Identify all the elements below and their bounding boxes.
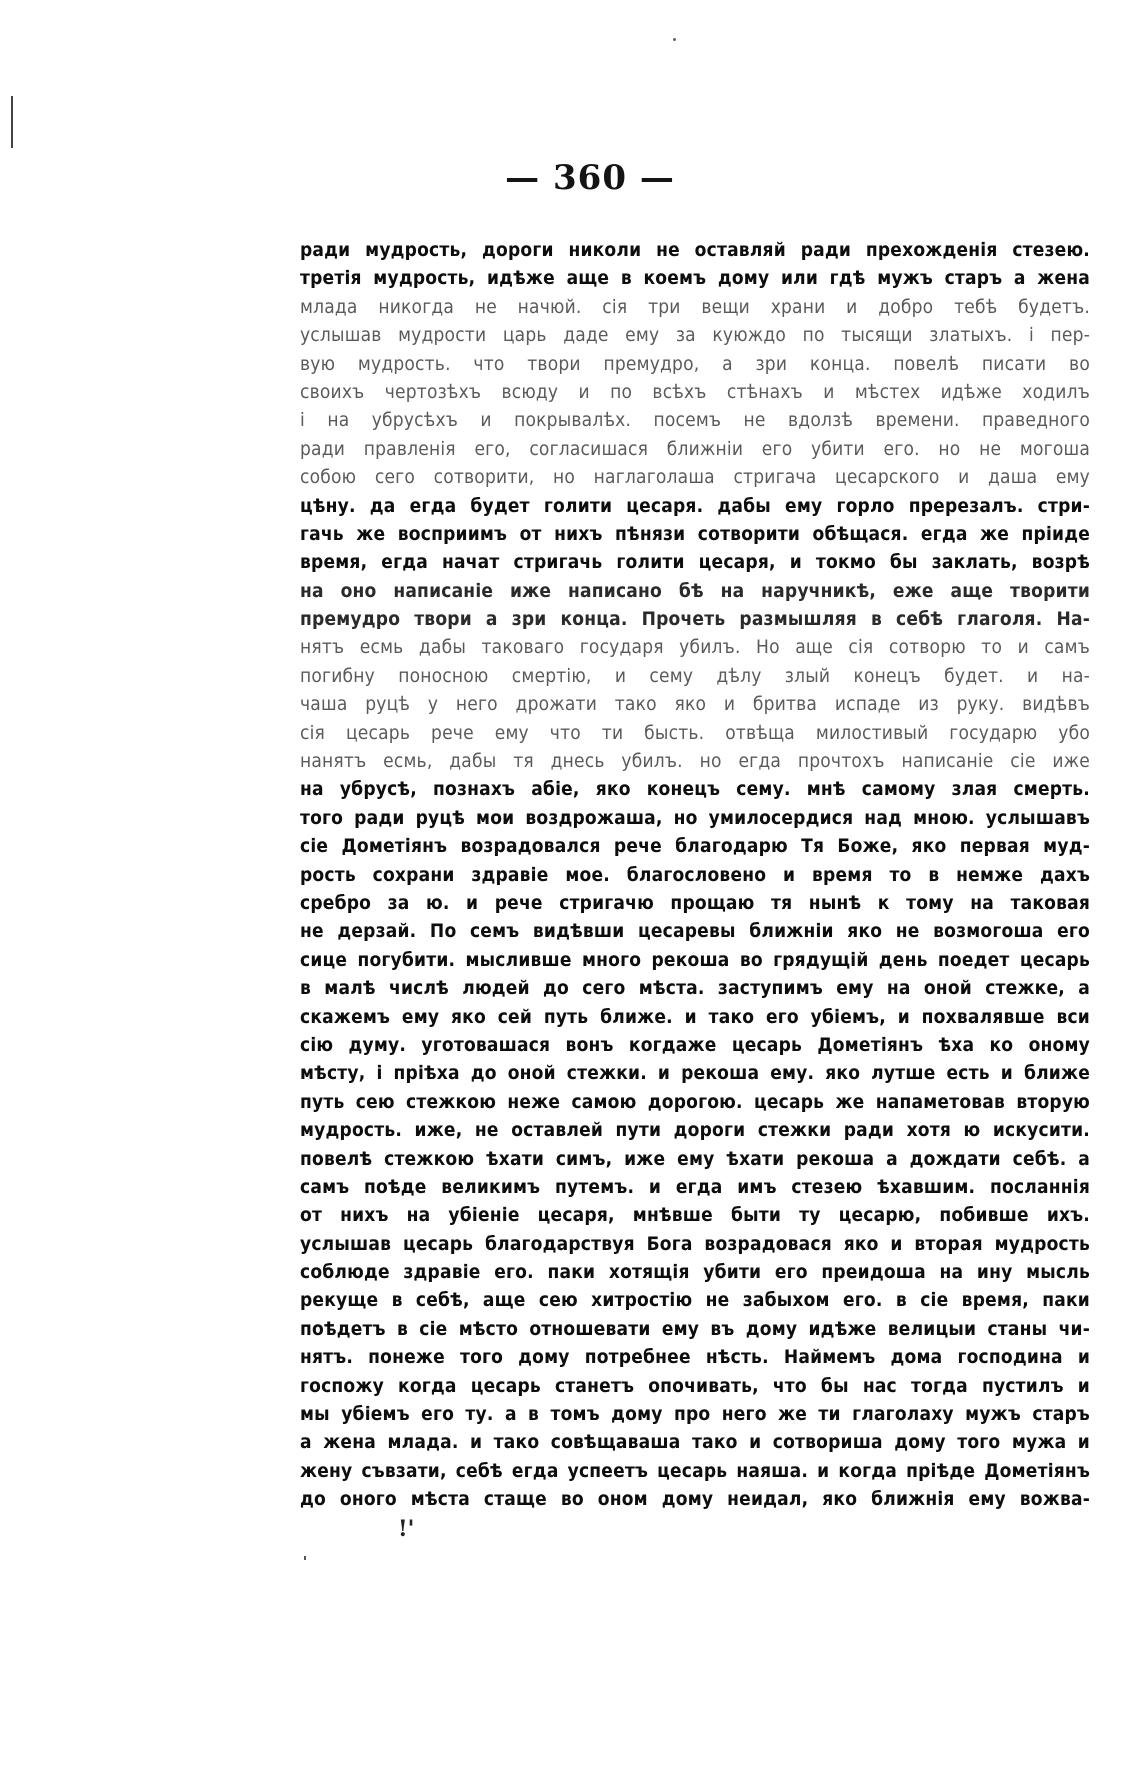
text-line: сіе Дометіянъ возрадовался рече благодарю Тя Боже, яко первая муд-	[300, 835, 1090, 858]
text-line: не дерзай. По семъ видѣвши цесаревы ближніи яко не возмогоша его	[300, 920, 1090, 943]
text-line: нятъ. понеже того дому потребнее нѣсть. Наймемъ дома господина и	[300, 1346, 1090, 1369]
text-line: на убрусѣ, познахъ абіе, яко конецъ сему. мнѣ самому злая смерть.	[300, 778, 1090, 801]
text-line: соблюде здравіе его. паки хотящія убити его преидоша на ину мысль	[300, 1261, 1090, 1284]
text-line: млада никогда не начюй. сія три вещи храни и добро тебѣ будетъ.	[300, 295, 1090, 318]
text-line: а жена млада. и тако совѣщаваша тако и сотвориша дому того мужа и	[300, 1431, 1090, 1454]
text-line: третія мудрость, идѣже аще в коемъ дому или гдѣ мужъ старъ а жена	[300, 267, 1090, 290]
scan-speck	[304, 1556, 306, 1560]
text-line: на оно написаніе иже написано бѣ на наручникѣ, еже аще творити	[300, 579, 1090, 602]
text-line: того ради руцѣ мои воздрожаша, но умилосердися над мною. услышавъ	[300, 806, 1090, 829]
text-line: сія цесарь рече ему что ти бысть. отвѣща милостивый государю убо	[300, 721, 1090, 744]
text-line: мудрость. иже, не оставлей пути дороги стежки ради хотя ю искусити.	[300, 1119, 1090, 1142]
text-line: в малѣ числѣ людей до сего мѣста. заступимъ ему на оной стежке, а	[300, 977, 1090, 1000]
text-line: сію думу. уготовашася вонъ когдаже цесарь Дометіянъ ѣха ко оному	[300, 1033, 1090, 1056]
text-line: і на убрусѣхъ и покрывалѣх. посемъ не вдолзѣ времени. праведного	[300, 409, 1090, 432]
scan-edge-mark	[11, 96, 13, 148]
text-line: ради мудрость, дороги николи не оставляй ради прехожденія стезею.	[300, 239, 1090, 261]
text-line: услышав цесарь благодарствуя Бога возрадовася яко и вторая мудрость	[300, 1232, 1090, 1255]
text-line: нанятъ есмь, дабы тя днесь убилъ. но егда прочтохъ написаніе сіе иже	[300, 750, 1090, 773]
text-line: сице погубити. мысливше много рекоша во грядущій день поедет цесарь	[300, 948, 1090, 971]
text-line: до оного мѣста стаще во оном дому неидал, яко ближнія ему вожва-	[300, 1488, 1090, 1511]
scan-speck	[673, 38, 676, 41]
text-line: услышав мудрости царь даде ему за куюждо по тысящи златыхъ. і пер-	[300, 324, 1090, 347]
text-line: жену съвзати, себѣ егда успеетъ цесарь наяша. и когда пріѣде Дометіянъ	[300, 1459, 1090, 1482]
text-line: время, егда начат стригачь голити цесаря, и токмо бы заклать, возрѣ	[300, 551, 1090, 574]
body-text	[300, 236, 1090, 1514]
text-line: скажемъ ему яко сей путь ближе. и тако его убіемъ, и похвалявше вси	[300, 1005, 1090, 1028]
text-line: своихъ чертозѣхъ всюду и по всѣхъ стѣнахъ и мѣстех идѣже ходилъ	[300, 380, 1090, 403]
text-line: ради правленія его, согласишася ближніи его убити его. но не могоша	[300, 437, 1090, 460]
text-line: рекуще в себѣ, аще сею хитростію не забыхом его. в сіе время, паки	[300, 1289, 1090, 1312]
text-line: мы убіемъ его ту. а в томъ дому про него же ти глаголаху мужъ старъ	[300, 1403, 1090, 1426]
text-line: поѣдетъ в сіе мѣсто отношевати ему въ дому идѣже велицыи станы чи-	[300, 1317, 1090, 1340]
text-line: чаша руцѣ у него дрожати тако яко и бритва испаде из руку. видѣвъ	[300, 693, 1090, 716]
text-line: цѣну. да егда будет голити цесаря. дабы ему горло пререзалъ. стри-	[300, 494, 1090, 517]
text-line: собою сего сотворити, но наглаголаша стригача цесарского и даша ему	[300, 466, 1090, 489]
text-line: от нихъ на убіеніе цесаря, мнѣвше быти ту цесарю, побивше ихъ.	[300, 1204, 1090, 1227]
text-line: путь сею стежкою неже самою дорогою. цесарь же напаметовав вторую	[300, 1090, 1090, 1113]
page-number: — 360 —	[505, 158, 675, 198]
text-line: вую мудрость. что твори премудро, а зри конца. повелѣ писати во	[300, 352, 1090, 375]
text-line: сребро за ю. и рече стригачю прощаю тя нынѣ к тому на таковая	[300, 891, 1090, 914]
text-line: нятъ есмь дабы таковаго государя убилъ. Но аще сія сотворю то и самъ	[300, 636, 1090, 659]
text-line: мѣсту, і пріѣха до оной стежки. и рекоша ему. яко лутше есть и ближе	[300, 1062, 1090, 1085]
text-line: рость сохрани здравіе мое. благословено и время то в немже дахъ	[300, 863, 1090, 886]
text-line: премудро твори а зри конца. Прочеть размышляя в себѣ глаголя. На-	[300, 608, 1090, 631]
text-line: повелѣ стежкою ѣхати симъ, иже ему ѣхати рекоша а дождати себѣ. а	[300, 1147, 1090, 1170]
text-line: гачь же восприимъ от нихъ пѣнязи сотворити обѣщася. егда же пріиде	[300, 522, 1090, 545]
text-line: госпожу когда цесарь станетъ опочивать, что бы нас тогда пустилъ и	[300, 1374, 1090, 1397]
text-line: самъ поѣде великимъ путемъ. и егда имъ стезею ѣхавшим. посланнія	[300, 1175, 1090, 1198]
text-line: погибну поносною смертію, и сему дѣлу злый конецъ будет. и на-	[300, 664, 1090, 687]
bottom-mark: !'	[398, 1516, 415, 1542]
